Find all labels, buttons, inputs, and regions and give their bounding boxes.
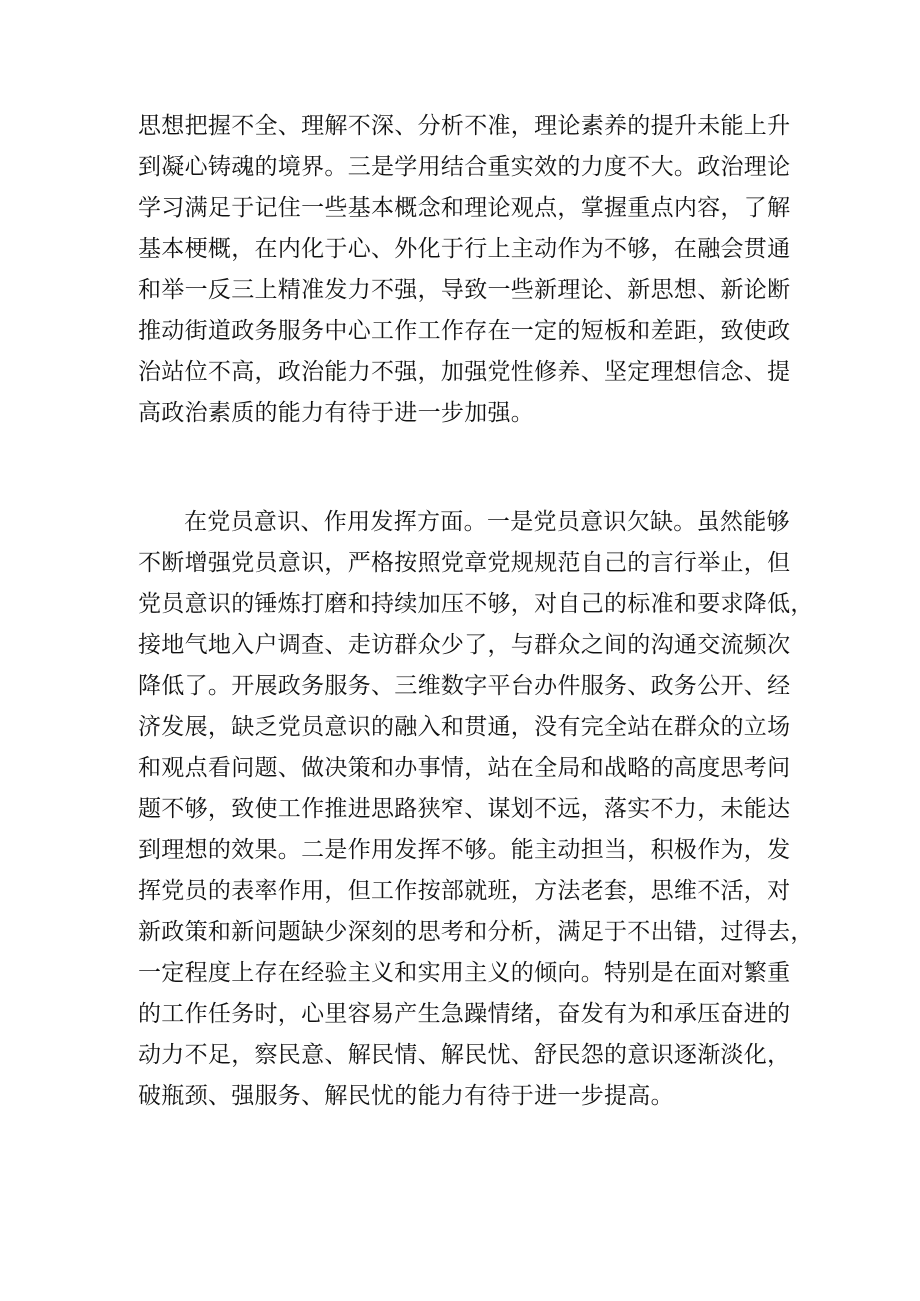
paragraph-theory-study [138,106,798,434]
text-line: 到凝心铸魂的境界。三是学用结合重实效的力度不大。政治理论 [138,154,791,180]
text-line: 高政治素质的能力有待于进一步加强。 [138,400,535,426]
text-line: 破瓶颈、强服务、解民忧的能力有待于进一步提高。 [138,1083,674,1109]
text-line: 思想把握不全、理解不深、分析不准，理论素养的提升未能上升 [138,113,791,139]
text-line: 降低了。开展政务服务、三维数字平台办件服务、政务公开、经 [138,673,791,699]
text-line: 一定程度上存在经验主义和实用主义的倾向。特别是在面对繁重 [138,960,791,986]
text-line: 接地气地入户调查、走访群众少了，与群众之间的沟通交流频次 [138,632,791,658]
text-line: 学习满足于记住一些基本概念和理论观点，掌握重点内容，了解 [138,195,791,221]
text-line: 和观点看问题、做决策和办事情，站在全局和战略的高度思考问 [138,755,791,781]
text-line: 动力不足，察民意、解民情、解民忧、舒民怨的意识逐渐淡化， [138,1042,791,1068]
text-line: 题不够，致使工作推进思路狭窄、谋划不远，落实不力，未能达 [138,796,791,822]
text-line-first: 在党员意识、作用发挥方面。一是党员意识欠缺。虽然能够 [184,509,790,535]
text-line: 基本梗概，在内化于心、外化于行上主动作为不够，在融会贯通 [138,236,791,262]
text-line: 的工作任务时，心里容易产生急躁情绪，奋发有为和承压奋进的 [138,1001,791,1027]
text-line: 挥党员的表率作用，但工作按部就班，方法老套，思维不活，对 [138,878,791,904]
text-line: 治站位不高，政治能力不强，加强党性修养、坚定理想信念、提 [138,359,791,385]
text-line: 和举一反三上精准发力不强，导致一些新理论、新思想、新论断 [138,277,791,303]
text-line: 党员意识的锤炼打磨和持续加压不够，对自己的标准和要求降低， [138,591,814,617]
paragraph-party-awareness [138,502,814,1117]
text-line: 济发展，缺乏党员意识的融入和贯通，没有完全站在群众的立场 [138,714,791,740]
text-line: 不断增强党员意识，严格按照党章党规规范自己的言行举止，但 [138,550,791,576]
text-line: 推动街道政务服务中心工作工作存在一定的短板和差距，致使政 [138,318,791,344]
text-line: 到理想的效果。二是作用发挥不够。能主动担当，积极作为，发 [138,837,791,863]
text-line: 新政策和新问题缺少深刻的思考和分析，满足于不出错，过得去， [138,919,814,945]
